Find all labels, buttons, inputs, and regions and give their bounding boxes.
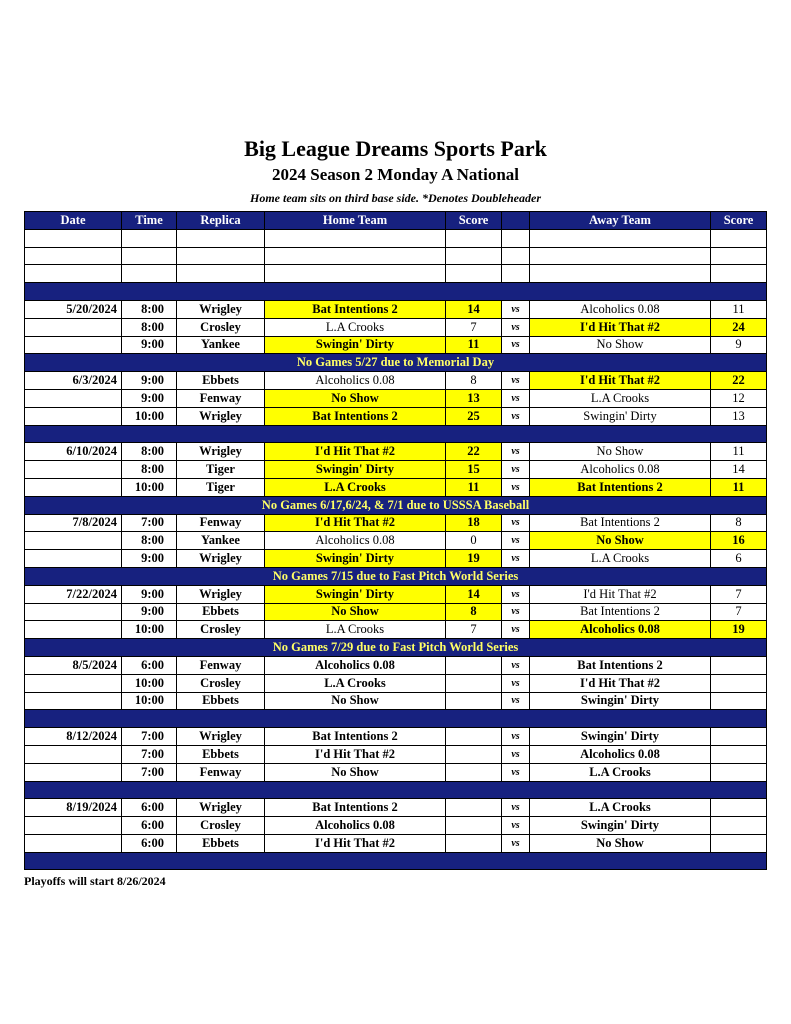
game-row — [25, 728, 767, 746]
empty-cell — [265, 265, 446, 283]
game-field: Wrigley — [177, 407, 265, 425]
page-title: Big League Dreams Sports Park — [244, 136, 547, 161]
home-score — [446, 763, 502, 781]
away-team: Swingin' Dirty — [530, 728, 711, 746]
home-team: I'd Hit That #2 — [265, 443, 446, 461]
game-row — [25, 514, 767, 532]
home-score: 7 — [446, 621, 502, 639]
away-score: 11 — [711, 478, 767, 496]
separator-cell — [25, 283, 767, 301]
game-time: 6:00 — [122, 817, 177, 835]
empty-cell — [711, 265, 767, 283]
away-team: Bat Intentions 2 — [530, 656, 711, 674]
schedule-body — [25, 229, 767, 870]
game-row — [25, 674, 767, 692]
game-row — [25, 817, 767, 835]
vs-label: vs — [502, 692, 530, 710]
home-score — [446, 834, 502, 852]
home-team: Alcoholics 0.08 — [265, 372, 446, 390]
game-field: Fenway — [177, 656, 265, 674]
game-row — [25, 585, 767, 603]
away-team: Alcoholics 0.08 — [530, 300, 711, 318]
away-score — [711, 692, 767, 710]
page-subtitle: 2024 Season 2 Monday A National — [271, 165, 519, 184]
game-field: Yankee — [177, 532, 265, 550]
away-team: L.A Crooks — [530, 550, 711, 568]
home-score: 13 — [446, 389, 502, 407]
game-field: Ebbets — [177, 834, 265, 852]
away-score: 22 — [711, 372, 767, 390]
game-field: Ebbets — [177, 603, 265, 621]
empty-cell — [530, 247, 711, 265]
empty-cell — [446, 247, 502, 265]
home-score — [446, 745, 502, 763]
away-team: I'd Hit That #2 — [530, 372, 711, 390]
game-date — [25, 389, 122, 407]
home-score — [446, 799, 502, 817]
game-field: Ebbets — [177, 745, 265, 763]
away-team: No Show — [530, 532, 711, 550]
empty-cell — [530, 265, 711, 283]
game-field: Fenway — [177, 763, 265, 781]
away-score: 7 — [711, 585, 767, 603]
game-date: 5/20/2024 — [25, 300, 122, 318]
notice-row — [25, 639, 767, 657]
game-date — [25, 478, 122, 496]
notice-text: No Games 5/27 due to Memorial Day — [25, 354, 767, 372]
empty-cell — [502, 247, 530, 265]
col-replica-header: Replica — [177, 212, 265, 230]
away-team: I'd Hit That #2 — [530, 585, 711, 603]
home-team: Bat Intentions 2 — [265, 407, 446, 425]
game-field: Wrigley — [177, 728, 265, 746]
away-score — [711, 799, 767, 817]
col-away-score-header: Score — [711, 212, 767, 230]
vs-label: vs — [502, 799, 530, 817]
separator-row — [25, 710, 767, 728]
away-score — [711, 745, 767, 763]
away-score — [711, 728, 767, 746]
col-home-score-header: Score — [446, 212, 502, 230]
home-team: I'd Hit That #2 — [265, 514, 446, 532]
home-score: 14 — [446, 300, 502, 318]
home-team: L.A Crooks — [265, 621, 446, 639]
separator-cell — [25, 781, 767, 799]
empty-cell — [265, 247, 446, 265]
empty-cell — [502, 229, 530, 247]
away-score: 11 — [711, 300, 767, 318]
empty-cell — [711, 229, 767, 247]
empty-cell — [25, 229, 122, 247]
game-field: Wrigley — [177, 443, 265, 461]
vs-label: vs — [502, 300, 530, 318]
home-team: Swingin' Dirty — [265, 461, 446, 479]
game-date — [25, 461, 122, 479]
vs-label: vs — [502, 514, 530, 532]
away-score: 9 — [711, 336, 767, 354]
game-date — [25, 674, 122, 692]
col-away-team-header: Away Team — [530, 212, 711, 230]
home-score: 11 — [446, 478, 502, 496]
game-date — [25, 692, 122, 710]
home-score: 14 — [446, 585, 502, 603]
game-time: 8:00 — [122, 461, 177, 479]
empty-cell — [177, 265, 265, 283]
game-field: Crosley — [177, 817, 265, 835]
home-team: Swingin' Dirty — [265, 550, 446, 568]
game-row — [25, 550, 767, 568]
game-field: Wrigley — [177, 799, 265, 817]
vs-label: vs — [502, 336, 530, 354]
vs-label: vs — [502, 550, 530, 568]
away-team: Alcoholics 0.08 — [530, 621, 711, 639]
home-score: 22 — [446, 443, 502, 461]
vs-label: vs — [502, 318, 530, 336]
game-field: Wrigley — [177, 550, 265, 568]
home-team: Alcoholics 0.08 — [265, 817, 446, 835]
game-time: 8:00 — [122, 443, 177, 461]
vs-label: vs — [502, 407, 530, 425]
empty-cell — [446, 229, 502, 247]
game-row — [25, 834, 767, 852]
empty-cell — [177, 247, 265, 265]
empty-cell — [25, 247, 122, 265]
game-time: 6:00 — [122, 799, 177, 817]
home-score: 25 — [446, 407, 502, 425]
vs-label: vs — [502, 763, 530, 781]
game-field: Crosley — [177, 621, 265, 639]
col-vs-header — [502, 212, 530, 230]
away-team: I'd Hit That #2 — [530, 318, 711, 336]
game-date — [25, 603, 122, 621]
game-field: Tiger — [177, 478, 265, 496]
game-row — [25, 532, 767, 550]
empty-cell — [122, 229, 177, 247]
game-row — [25, 407, 767, 425]
empty-cell — [25, 265, 122, 283]
game-date — [25, 407, 122, 425]
separator-row — [25, 425, 767, 443]
away-team: L.A Crooks — [530, 799, 711, 817]
notice-text: No Games 7/29 due to Fast Pitch World Series — [25, 639, 767, 657]
game-time: 7:00 — [122, 745, 177, 763]
home-team: L.A Crooks — [265, 478, 446, 496]
game-field: Wrigley — [177, 300, 265, 318]
away-team: L.A Crooks — [530, 389, 711, 407]
game-time: 7:00 — [122, 514, 177, 532]
home-score: 15 — [446, 461, 502, 479]
game-time: 9:00 — [122, 550, 177, 568]
game-date: 8/5/2024 — [25, 656, 122, 674]
home-score — [446, 728, 502, 746]
empty-row — [25, 265, 767, 283]
empty-cell — [502, 265, 530, 283]
game-row — [25, 478, 767, 496]
game-field: Fenway — [177, 514, 265, 532]
vs-label: vs — [502, 674, 530, 692]
game-time: 9:00 — [122, 585, 177, 603]
game-field: Ebbets — [177, 372, 265, 390]
home-team: L.A Crooks — [265, 318, 446, 336]
schedule-note: Home team sits on third base side. *Denotes Doubleheader — [250, 191, 541, 205]
empty-cell — [177, 229, 265, 247]
game-row — [25, 372, 767, 390]
game-date: 6/10/2024 — [25, 443, 122, 461]
away-team: Bat Intentions 2 — [530, 514, 711, 532]
game-date — [25, 817, 122, 835]
col-time-header: Time — [122, 212, 177, 230]
home-score — [446, 656, 502, 674]
home-team: L.A Crooks — [265, 674, 446, 692]
vs-label: vs — [502, 603, 530, 621]
game-date — [25, 745, 122, 763]
vs-label: vs — [502, 728, 530, 746]
away-score: 12 — [711, 389, 767, 407]
playoffs-note: Playoffs will start 8/26/2024 — [24, 874, 166, 888]
away-team: Alcoholics 0.08 — [530, 745, 711, 763]
game-row — [25, 389, 767, 407]
game-time: 10:00 — [122, 692, 177, 710]
separator-row — [25, 283, 767, 301]
col-home-team-header: Home Team — [265, 212, 446, 230]
empty-cell — [122, 265, 177, 283]
home-team: Alcoholics 0.08 — [265, 656, 446, 674]
home-score: 8 — [446, 372, 502, 390]
vs-label: vs — [502, 443, 530, 461]
empty-cell — [711, 247, 767, 265]
empty-cell — [122, 247, 177, 265]
notice-row — [25, 567, 767, 585]
game-field: Fenway — [177, 389, 265, 407]
vs-label: vs — [502, 585, 530, 603]
separator-cell — [25, 710, 767, 728]
home-score — [446, 692, 502, 710]
game-row — [25, 318, 767, 336]
vs-label: vs — [502, 745, 530, 763]
separator-row — [25, 781, 767, 799]
game-field: Wrigley — [177, 585, 265, 603]
game-time: 9:00 — [122, 389, 177, 407]
away-score: 11 — [711, 443, 767, 461]
game-time: 10:00 — [122, 621, 177, 639]
vs-label: vs — [502, 621, 530, 639]
home-score: 11 — [446, 336, 502, 354]
col-date-header: Date — [25, 212, 122, 230]
home-team: Bat Intentions 2 — [265, 799, 446, 817]
game-time: 6:00 — [122, 834, 177, 852]
game-row — [25, 603, 767, 621]
empty-row — [25, 247, 767, 265]
game-row — [25, 656, 767, 674]
vs-label: vs — [502, 372, 530, 390]
notice-text: No Games 7/15 due to Fast Pitch World Series — [25, 567, 767, 585]
game-time: 6:00 — [122, 656, 177, 674]
notice-row — [25, 496, 767, 514]
game-time: 10:00 — [122, 478, 177, 496]
away-score: 16 — [711, 532, 767, 550]
away-score: 8 — [711, 514, 767, 532]
home-score: 0 — [446, 532, 502, 550]
separator-cell — [25, 852, 767, 870]
away-team: No Show — [530, 443, 711, 461]
away-team: I'd Hit That #2 — [530, 674, 711, 692]
game-date: 8/19/2024 — [25, 799, 122, 817]
game-date: 7/22/2024 — [25, 585, 122, 603]
game-field: Ebbets — [177, 692, 265, 710]
game-date — [25, 550, 122, 568]
empty-cell — [530, 229, 711, 247]
away-score — [711, 834, 767, 852]
game-row — [25, 745, 767, 763]
game-row — [25, 763, 767, 781]
home-team: No Show — [265, 692, 446, 710]
away-score: 13 — [711, 407, 767, 425]
away-team: Bat Intentions 2 — [530, 478, 711, 496]
away-team: L.A Crooks — [530, 763, 711, 781]
vs-label: vs — [502, 461, 530, 479]
home-team: No Show — [265, 389, 446, 407]
away-score — [711, 674, 767, 692]
game-time: 8:00 — [122, 532, 177, 550]
away-team: Bat Intentions 2 — [530, 603, 711, 621]
home-team: I'd Hit That #2 — [265, 834, 446, 852]
home-team: No Show — [265, 763, 446, 781]
game-time: 8:00 — [122, 318, 177, 336]
away-score — [711, 656, 767, 674]
game-row — [25, 692, 767, 710]
game-field: Crosley — [177, 318, 265, 336]
game-row — [25, 300, 767, 318]
away-team: Alcoholics 0.08 — [530, 461, 711, 479]
game-date — [25, 763, 122, 781]
home-team: Swingin' Dirty — [265, 585, 446, 603]
home-score: 8 — [446, 603, 502, 621]
game-row — [25, 799, 767, 817]
vs-label: vs — [502, 817, 530, 835]
game-row — [25, 443, 767, 461]
home-team: Bat Intentions 2 — [265, 300, 446, 318]
home-team: No Show — [265, 603, 446, 621]
game-row — [25, 621, 767, 639]
home-score — [446, 817, 502, 835]
game-field: Tiger — [177, 461, 265, 479]
home-score: 19 — [446, 550, 502, 568]
header-row — [25, 212, 767, 230]
notice-text: No Games 6/17,6/24, & 7/1 due to USSSA Baseball — [25, 496, 767, 514]
schedule-table — [24, 211, 767, 870]
game-time: 7:00 — [122, 763, 177, 781]
game-row — [25, 461, 767, 479]
away-score: 24 — [711, 318, 767, 336]
away-score: 19 — [711, 621, 767, 639]
empty-cell — [446, 265, 502, 283]
away-score — [711, 817, 767, 835]
away-team: Swingin' Dirty — [530, 692, 711, 710]
vs-label: vs — [502, 389, 530, 407]
game-date — [25, 621, 122, 639]
home-team: I'd Hit That #2 — [265, 745, 446, 763]
game-time: 10:00 — [122, 674, 177, 692]
notice-row — [25, 354, 767, 372]
away-score: 14 — [711, 461, 767, 479]
away-team: No Show — [530, 336, 711, 354]
game-field: Crosley — [177, 674, 265, 692]
empty-cell — [265, 229, 446, 247]
game-time: 10:00 — [122, 407, 177, 425]
game-date — [25, 318, 122, 336]
separator-cell — [25, 425, 767, 443]
game-time: 9:00 — [122, 336, 177, 354]
game-date: 6/3/2024 — [25, 372, 122, 390]
separator-row — [25, 852, 767, 870]
empty-row — [25, 229, 767, 247]
game-date — [25, 336, 122, 354]
game-date — [25, 834, 122, 852]
vs-label: vs — [502, 656, 530, 674]
away-team: No Show — [530, 834, 711, 852]
vs-label: vs — [502, 478, 530, 496]
away-team: Swingin' Dirty — [530, 817, 711, 835]
home-score: 7 — [446, 318, 502, 336]
game-time: 7:00 — [122, 728, 177, 746]
game-date: 7/8/2024 — [25, 514, 122, 532]
game-time: 9:00 — [122, 603, 177, 621]
home-team: Alcoholics 0.08 — [265, 532, 446, 550]
away-score: 6 — [711, 550, 767, 568]
game-time: 9:00 — [122, 372, 177, 390]
game-row — [25, 336, 767, 354]
home-score: 18 — [446, 514, 502, 532]
home-team: Swingin' Dirty — [265, 336, 446, 354]
home-team: Bat Intentions 2 — [265, 728, 446, 746]
away-team: Swingin' Dirty — [530, 407, 711, 425]
game-field: Yankee — [177, 336, 265, 354]
game-date: 8/12/2024 — [25, 728, 122, 746]
vs-label: vs — [502, 532, 530, 550]
away-score — [711, 763, 767, 781]
game-date — [25, 532, 122, 550]
vs-label: vs — [502, 834, 530, 852]
game-time: 8:00 — [122, 300, 177, 318]
home-score — [446, 674, 502, 692]
away-score: 7 — [711, 603, 767, 621]
